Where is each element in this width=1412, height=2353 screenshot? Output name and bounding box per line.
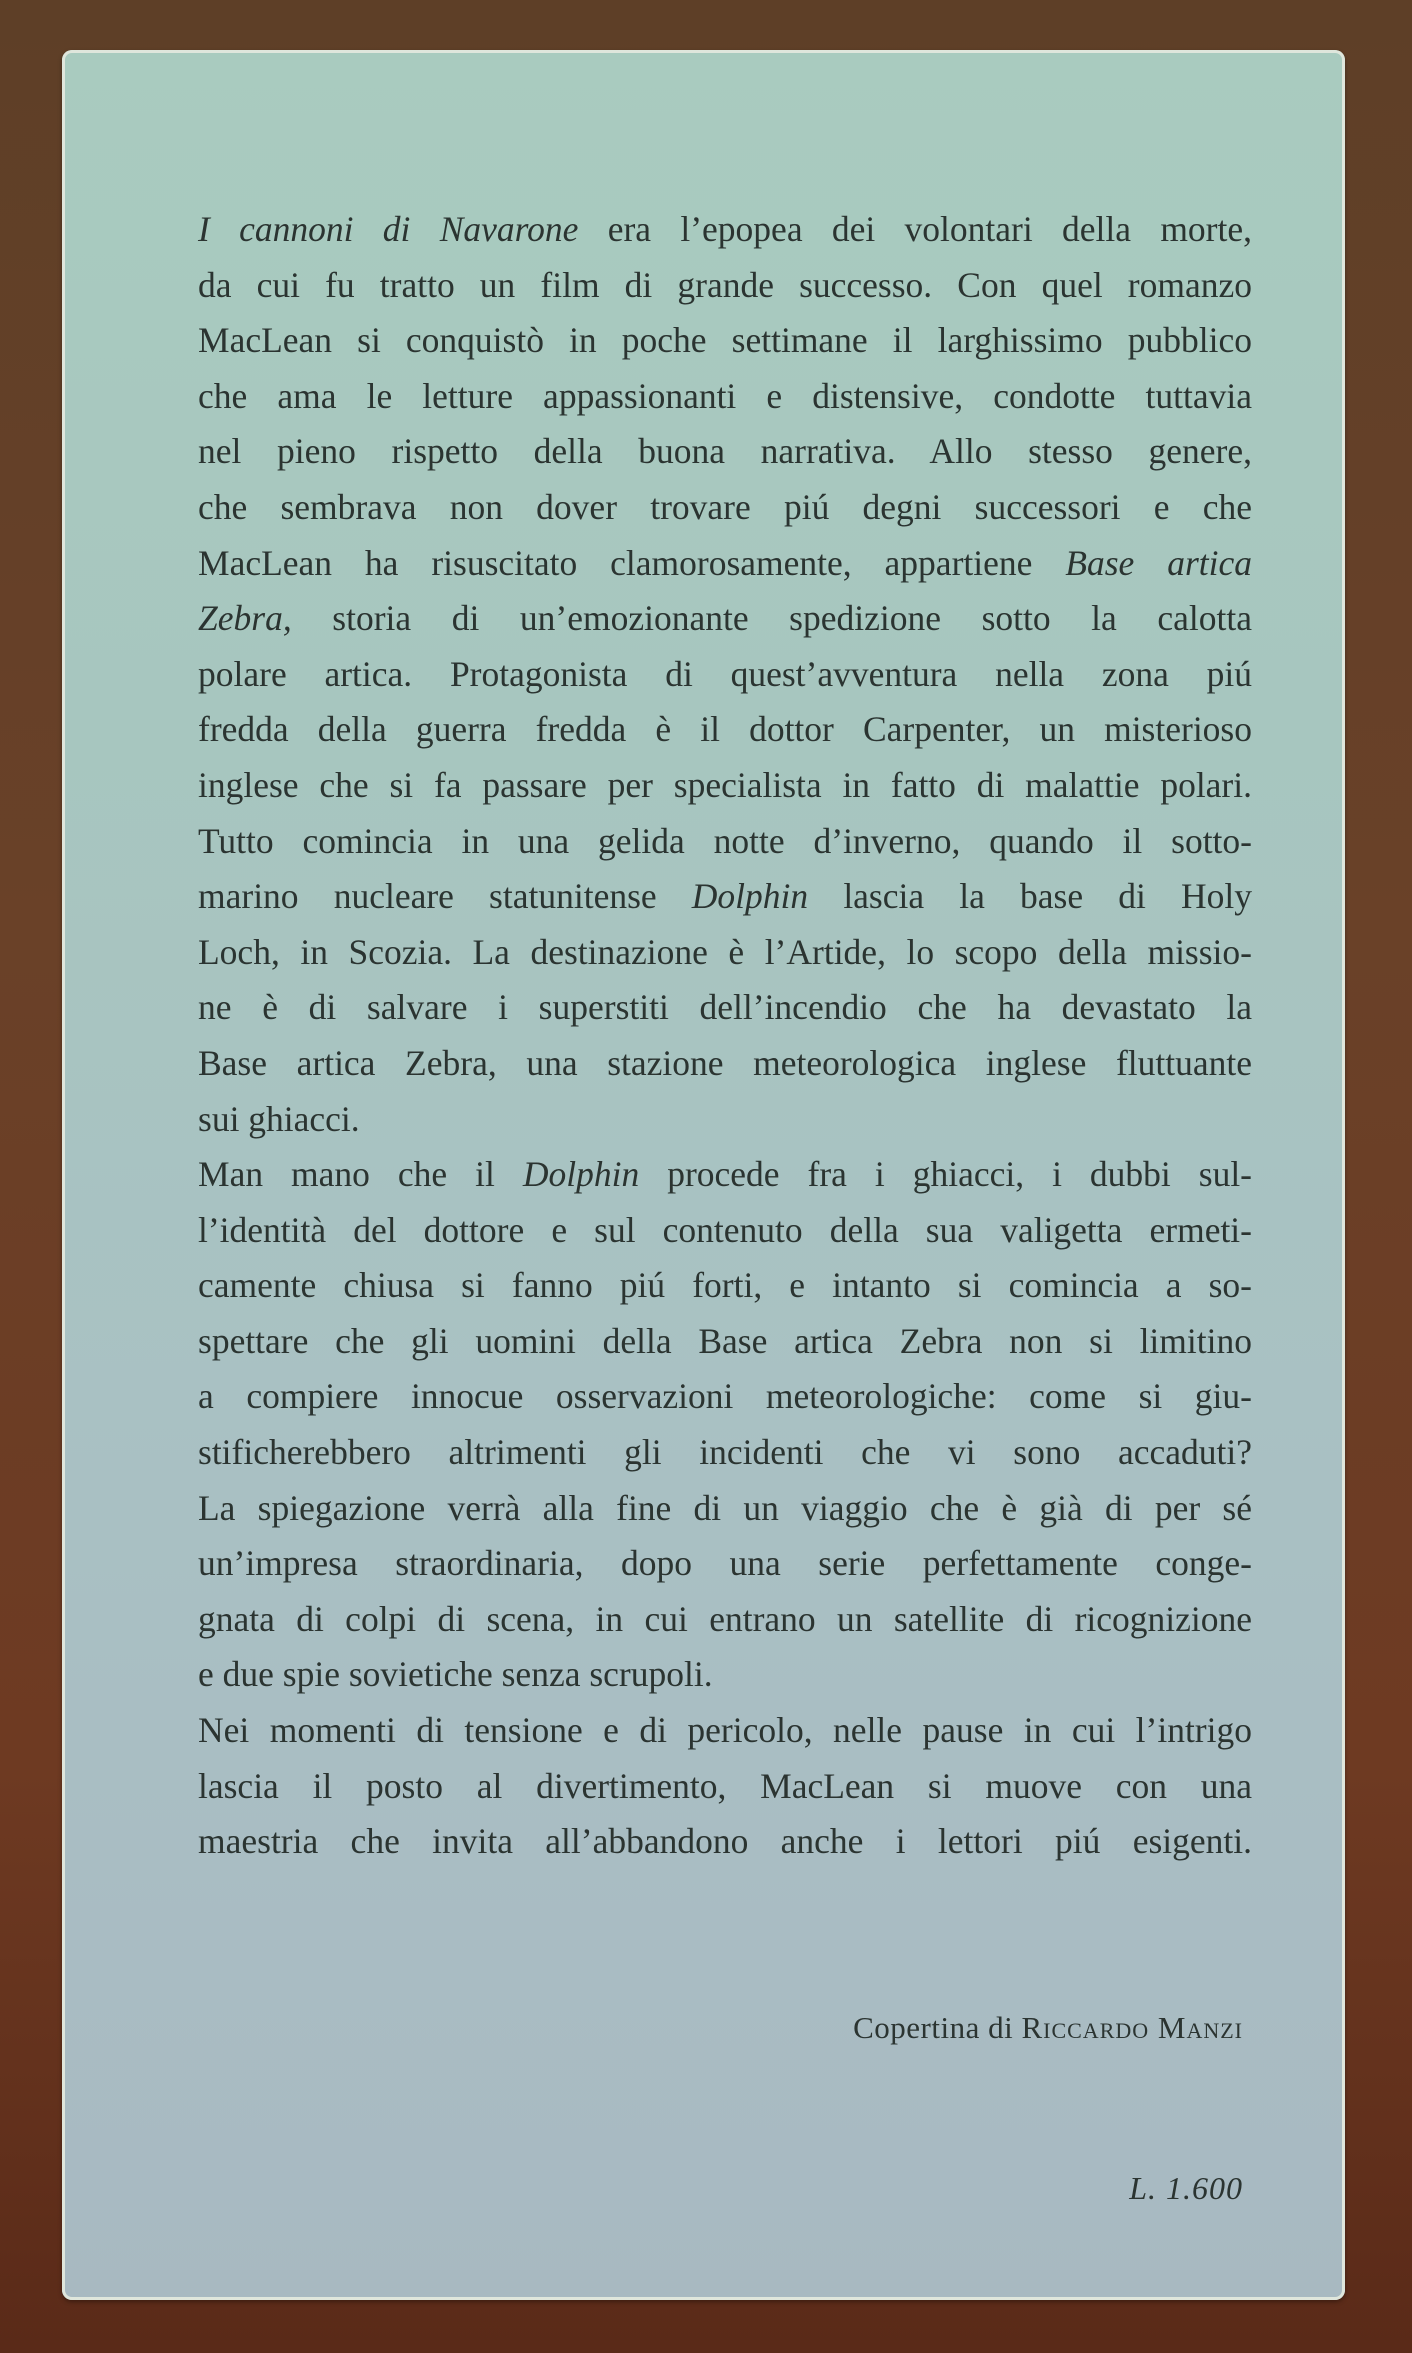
text-segment: Loch, in Scozia. La destinazione è l’Artide, lo scopo della missio- <box>198 931 1252 972</box>
italic-title: Dolphin <box>522 1154 640 1195</box>
text-line <box>198 1647 1252 1703</box>
text-segment: camente chiusa si fanno piú forti, e intanto si comincia a so- <box>198 1265 1252 1306</box>
text-line <box>198 1314 1252 1370</box>
text-line <box>198 591 1252 647</box>
text-segment: gnata di colpi di scena, in cui entrano un satellite di ricognizione <box>198 1598 1252 1639</box>
text-line <box>198 1092 1252 1148</box>
price-label: L. 1.600 <box>1129 2170 1243 2206</box>
text-line <box>198 1203 1252 1259</box>
text-line <box>198 313 1252 369</box>
text-segment: che ama le letture appassionanti e distensive, condotte tuttavia <box>198 375 1252 416</box>
text-segment: lascia il posto al divertimento, MacLean si muove con una <box>198 1765 1252 1806</box>
text-line <box>198 1703 1252 1759</box>
text-segment: Tutto comincia in una gelida notte d’inverno, quando il sotto- <box>198 820 1252 861</box>
text-segment: da cui fu tratto un film di grande successo. Con quel romanzo <box>198 264 1252 305</box>
text-segment: marino nucleare statunitense <box>198 876 692 917</box>
text-line <box>198 1425 1252 1481</box>
text-line <box>198 369 1252 425</box>
text-line <box>198 424 1252 480</box>
text-segment: fredda della guerra fredda è il dottor Carpenter, un misterioso <box>198 709 1252 750</box>
italic-title: Dolphin <box>691 876 809 917</box>
text-segment: La spiegazione verrà alla fine di un viaggio che è già di per sé <box>198 1487 1252 1528</box>
cover-artist-name: Riccardo Manzi <box>1021 2010 1243 2045</box>
text-segment: l’identità del dottore e sul contenuto della sua valigetta ermeti- <box>198 1209 1252 1250</box>
text-segment: ne è di salvare i superstiti dell’incendio che ha devastato la <box>198 987 1252 1028</box>
text-line <box>198 925 1252 981</box>
text-line <box>198 814 1252 870</box>
text-line <box>198 1536 1252 1592</box>
text-segment: che sembrava non dover trovare piú degni successori e che <box>198 486 1252 527</box>
blurb-text <box>198 202 1252 1870</box>
italic-title: Base artica <box>1065 542 1252 583</box>
text-line <box>198 536 1252 592</box>
text-line <box>198 202 1252 258</box>
text-segment: Man mano che il <box>198 1154 523 1195</box>
text-segment: sui ghiacci. <box>198 1098 360 1139</box>
text-segment: lascia la base di Holy <box>808 876 1252 917</box>
italic-title: I cannoni di Navarone <box>198 209 579 249</box>
cover-credit <box>853 2010 1243 2046</box>
text-line <box>198 1814 1252 1870</box>
text-segment: maestria che invita all’abbandono anche i lettori piú esigenti. <box>198 1821 1252 1862</box>
text-line <box>198 1258 1252 1314</box>
text-line <box>198 1147 1252 1203</box>
text-segment: e due spie sovietiche senza scrupoli. <box>198 1654 713 1695</box>
book-back-cover <box>62 50 1345 2300</box>
text-segment: era l’epopea dei volontari della morte, <box>578 209 1253 249</box>
text-segment: MacLean ha risuscitato clamorosamente, appartiene <box>198 542 1066 583</box>
text-line <box>198 647 1252 703</box>
text-line <box>198 758 1252 814</box>
text-line <box>198 258 1252 314</box>
text-segment: stificherebbero altrimenti gli incidenti che vi sono accaduti? <box>198 1432 1252 1473</box>
text-segment: nel pieno rispetto della buona narrativa. Allo stesso genere, <box>198 431 1252 472</box>
text-segment: Base artica Zebra, una stazione meteorologica inglese fluttuante <box>198 1042 1252 1083</box>
cover-credit-prefix: Copertina di <box>853 2010 1022 2045</box>
text-line <box>198 1369 1252 1425</box>
text-line <box>198 480 1252 536</box>
text-line <box>198 980 1252 1036</box>
text-segment: spettare che gli uomini della Base artica Zebra non si limitino <box>198 1320 1252 1361</box>
text-line <box>198 702 1252 758</box>
text-line <box>198 1036 1252 1092</box>
text-segment: un’impresa straordinaria, dopo una serie perfettamente conge- <box>198 1543 1252 1584</box>
italic-title: Zebra, <box>198 598 292 639</box>
text-line <box>198 1759 1252 1815</box>
text-segment: inglese che si fa passare per specialista in fatto di malattie polari. <box>198 764 1252 805</box>
text-line <box>198 1481 1252 1537</box>
text-segment: Nei momenti di tensione e di pericolo, nelle pause in cui l’intrigo <box>198 1710 1252 1751</box>
text-segment: MacLean si conquistò in poche settimane il larghissimo pubblico <box>198 320 1252 361</box>
text-segment: polare artica. Protagonista di quest’avventura nella zona piú <box>198 653 1252 694</box>
text-segment: a compiere innocue osservazioni meteorologiche: come si giu- <box>198 1376 1252 1417</box>
text-line <box>198 1592 1252 1648</box>
text-line <box>198 869 1252 925</box>
text-segment: storia di un’emozionante spedizione sotto la calotta <box>291 598 1252 639</box>
text-segment: procede fra i ghiacci, i dubbi sul- <box>639 1154 1253 1195</box>
